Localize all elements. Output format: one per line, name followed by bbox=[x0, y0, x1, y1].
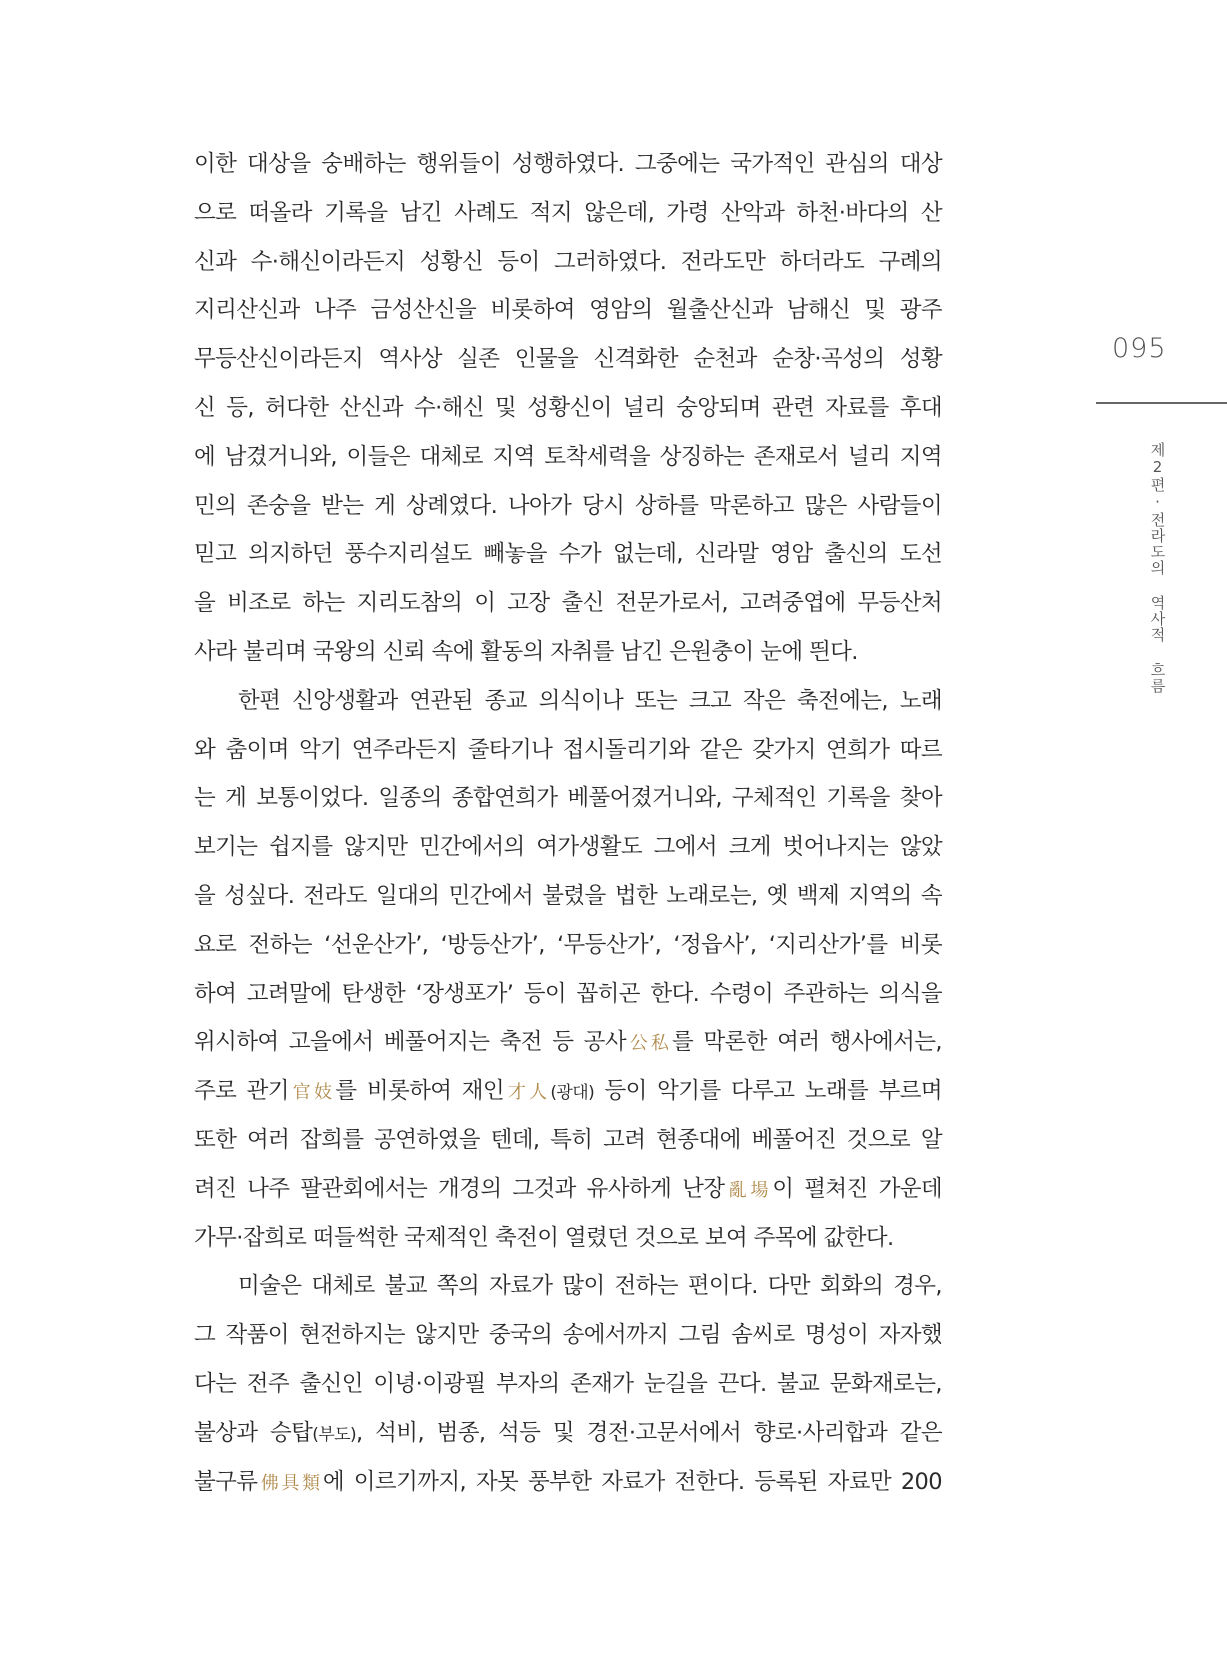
text-segment: 위시하여 고을에서 베풀어지는 축전 등 공사 bbox=[194, 1029, 626, 1056]
paragraph bbox=[194, 677, 942, 1263]
text-segment: 불상과 승탑 bbox=[194, 1419, 313, 1446]
hanja-gloss: 才人 bbox=[504, 1082, 551, 1104]
text-line bbox=[194, 677, 942, 726]
margin-rule bbox=[1096, 402, 1227, 404]
text-segment: 를 막론한 여러 행사에서는, bbox=[672, 1029, 942, 1056]
parenthetical: (부도) bbox=[312, 1424, 357, 1445]
text-segment: 하여 고려말에 탄생한 ‘장생포가’ 등이 꼽히곤 한다. 수령이 주관하는 의식을 bbox=[194, 980, 942, 1007]
text-segment: 에 남겼거니와, 이들은 대체로 지역 토착세력을 상징하는 존재로서 널리 지역 bbox=[194, 443, 942, 470]
text-segment: 신과 수·해신이라든지 성황신 등이 그러하였다. 전라도만 하더라도 구례의 bbox=[194, 248, 942, 275]
text-segment: 와 춤이며 악기 연주라든지 줄타기나 접시돌리기와 같은 갖가지 연희가 따르 bbox=[194, 736, 942, 763]
parenthetical: (광대) bbox=[550, 1083, 595, 1104]
text-line bbox=[194, 872, 942, 921]
text-line bbox=[194, 823, 942, 872]
text-line bbox=[194, 1165, 942, 1214]
text-segment: 요로 전하는 ‘선운산가’, ‘방등산가’, ‘무등산가’, ‘정읍사’, ‘지리산가’를 비롯 bbox=[194, 931, 942, 958]
text-line bbox=[194, 970, 942, 1019]
text-line bbox=[194, 140, 942, 189]
text-line bbox=[194, 1067, 942, 1116]
text-line bbox=[194, 1018, 942, 1067]
text-line bbox=[194, 530, 942, 579]
text-segment: 지리산신과 나주 금성산신을 비롯하여 영암의 월출산신과 남해신 및 광주 bbox=[194, 297, 942, 324]
text-line bbox=[194, 1360, 942, 1409]
text-segment: 으로 떠올라 기록을 남긴 사례도 적지 않은데, 가령 산악과 하천·바다의 산 bbox=[194, 199, 942, 226]
text-segment: 믿고 의지하던 풍수지리설도 빼놓을 수가 없는데, 신라말 영암 출신의 도선 bbox=[194, 541, 942, 568]
paragraph bbox=[194, 140, 942, 677]
text-segment: 이한 대상을 숭배하는 행위들이 성행하였다. 그중에는 국가적인 관심의 대상 bbox=[194, 151, 942, 177]
text-line bbox=[194, 238, 942, 287]
text-line bbox=[194, 921, 942, 970]
text-line bbox=[194, 1311, 942, 1360]
text-segment: 려진 나주 팔관회에서는 개경의 그것과 유사하게 난장 bbox=[194, 1175, 725, 1202]
text-line bbox=[194, 1214, 942, 1263]
text-segment: 보기는 쉽지를 않지만 민간에서의 여가생활도 그에서 크게 벗어나지는 않았 bbox=[194, 834, 942, 861]
text-segment: 는 게 보통이었다. 일종의 종합연희가 베풀어졌거니와, 구체적인 기록을 찾아 bbox=[194, 785, 942, 812]
text-line bbox=[194, 433, 942, 482]
text-line bbox=[194, 286, 942, 335]
text-segment: 사라 불리며 국왕의 신뢰 속에 활동의 자취를 남긴 은원충이 눈에 띈다. bbox=[194, 638, 858, 665]
text-segment: 에 이르기까지, 자못 풍부한 자료가 전한다. 등록된 자료만 200 bbox=[322, 1468, 942, 1495]
hanja-gloss: 亂場 bbox=[724, 1179, 773, 1201]
text-segment: 한편 신앙생활과 연관된 종교 의식이나 또는 크고 작은 축전에는, 노래 bbox=[238, 687, 942, 714]
text-line bbox=[194, 1262, 942, 1311]
text-line bbox=[194, 335, 942, 384]
text-line bbox=[194, 726, 942, 775]
text-segment: 다는 전주 출신인 이녕·이광필 부자의 존재가 눈길을 끈다. 불교 문화재로는, bbox=[194, 1370, 942, 1397]
chapter-label bbox=[1147, 442, 1167, 694]
text-line bbox=[194, 384, 942, 433]
text-segment: 주로 관기 bbox=[194, 1078, 289, 1105]
text-line bbox=[194, 628, 942, 677]
hanja-gloss: 佛具類 bbox=[257, 1472, 323, 1494]
text-line bbox=[194, 1458, 942, 1507]
text-segment: 가무·잡희로 떠들썩한 국제적인 축전이 열렸던 것으로 보여 주목에 값한다. bbox=[194, 1224, 894, 1251]
page-number: 095 bbox=[1112, 333, 1167, 364]
hanja-gloss: 官妓 bbox=[288, 1082, 336, 1104]
text-segment: 불구류 bbox=[194, 1468, 258, 1495]
text-line bbox=[194, 1409, 942, 1458]
text-segment: 등이 악기를 다루고 노래를 부르며 bbox=[594, 1078, 942, 1105]
text-line bbox=[194, 1116, 942, 1165]
text-segment: 무등산신이라든지 역사상 실존 인물을 신격화한 순천과 순창·곡성의 성황 bbox=[194, 346, 942, 373]
text-segment: 민의 존숭을 받는 게 상례였다. 나아가 당시 상하를 막론하고 많은 사람들이 bbox=[194, 492, 942, 519]
text-segment: 이 펼쳐진 가운데 bbox=[772, 1175, 942, 1202]
text-segment: 을 성싶다. 전라도 일대의 민간에서 불렸을 법한 노래로는, 옛 백제 지역의 속 bbox=[194, 882, 942, 909]
text-segment: 신 등, 허다한 산신과 수·해신 및 성황신이 널리 숭앙되며 관련 자료를 후대 bbox=[194, 394, 942, 421]
paragraph bbox=[194, 1262, 942, 1506]
text-line bbox=[194, 482, 942, 531]
text-segment: 을 비조로 하는 지리도참의 이 고장 출신 전문가로서, 고려중엽에 무등산처 bbox=[194, 590, 942, 617]
text-line bbox=[194, 774, 942, 823]
text-segment: 또한 여러 잡희를 공연하였을 텐데, 특히 고려 현종대에 베풀어진 것으로 알 bbox=[194, 1126, 942, 1153]
text-line bbox=[194, 189, 942, 238]
text-line bbox=[194, 579, 942, 628]
chapter-label-text: 제2편·전라도의 역사적 흐름 bbox=[1148, 442, 1167, 694]
text-segment: 미술은 대체로 불교 쪽의 자료가 많이 전하는 편이다. 다만 회화의 경우, bbox=[238, 1273, 942, 1300]
hanja-gloss: 公私 bbox=[625, 1033, 673, 1055]
text-segment: 를 비롯하여 재인 bbox=[335, 1078, 505, 1105]
text-segment: , 석비, 범종, 석등 및 경전·고문서에서 향로·사리합과 같은 bbox=[356, 1419, 942, 1446]
body-text bbox=[194, 140, 942, 1506]
text-segment: 그 작품이 현전하지는 않지만 중국의 송에서까지 그림 솜씨로 명성이 자자했 bbox=[194, 1322, 942, 1349]
